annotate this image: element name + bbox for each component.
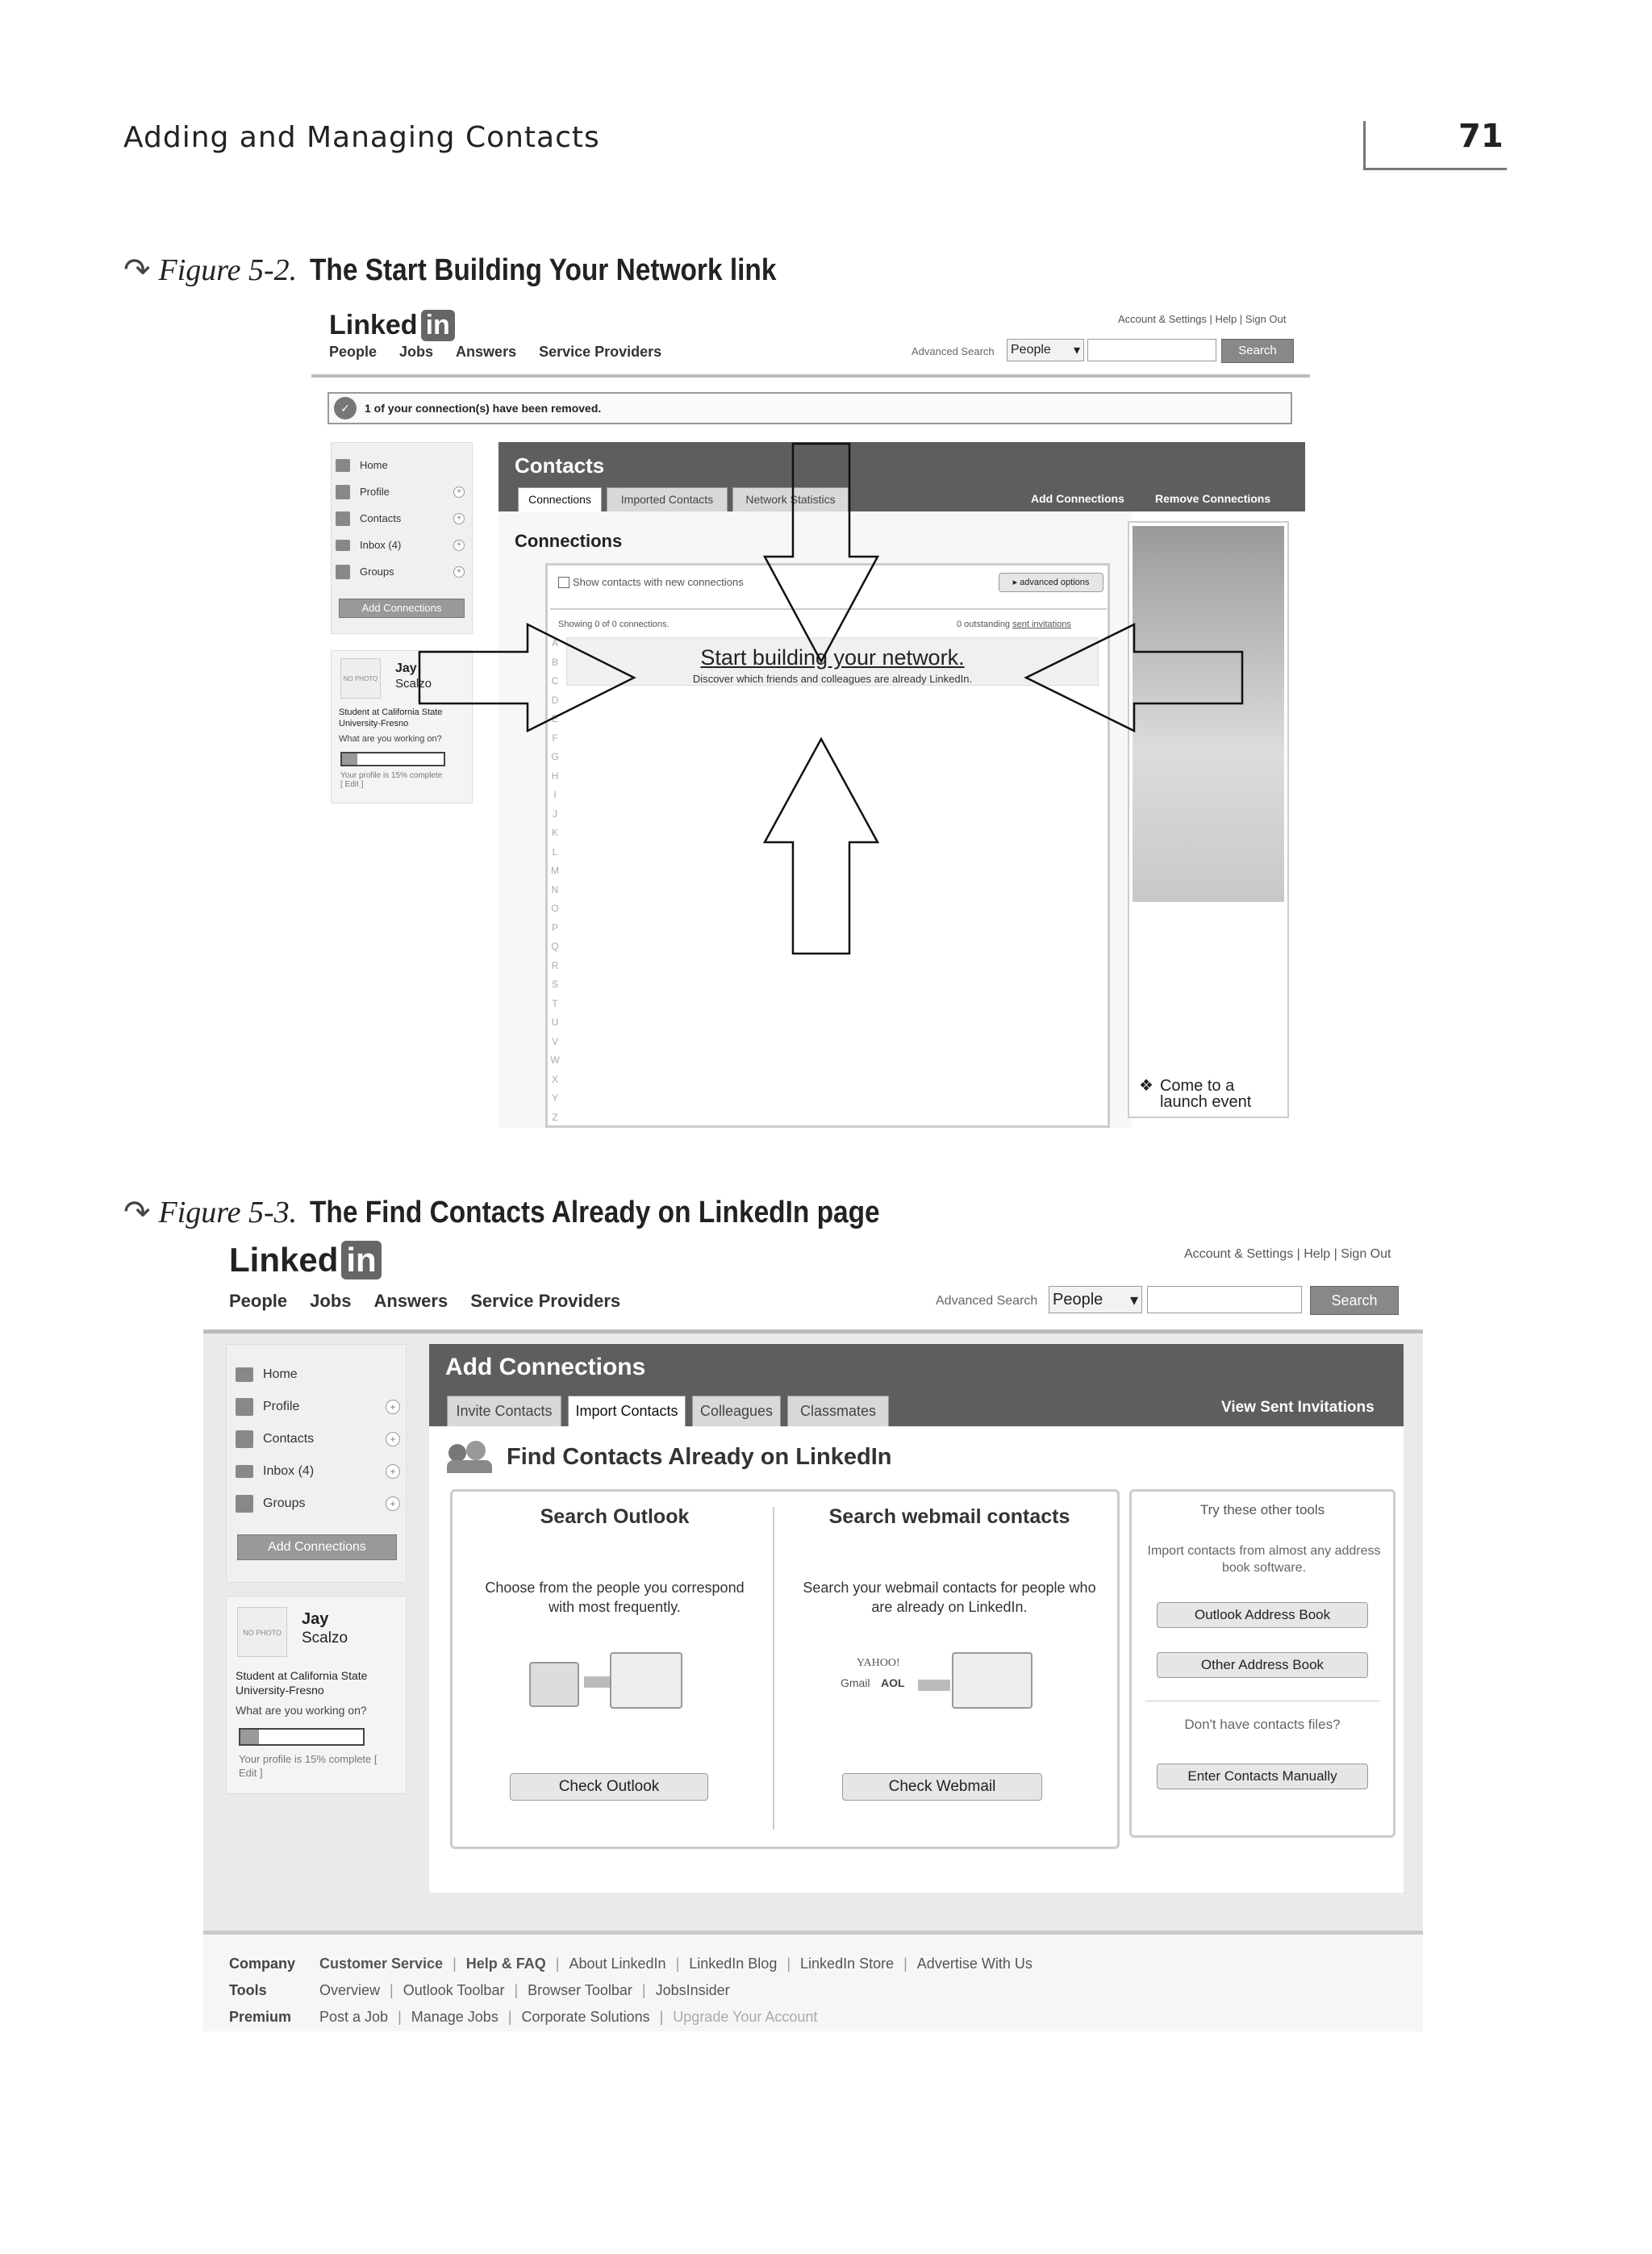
- footer-link[interactable]: Customer Service: [319, 1956, 444, 1972]
- nav-people[interactable]: People: [329, 344, 378, 360]
- search-webmail-title: Search webmail contacts: [828, 1505, 1070, 1528]
- footer-link[interactable]: Help & FAQ: [465, 1956, 546, 1972]
- discover-text: Discover which friends and colleagues are already LinkedIn.: [692, 673, 973, 685]
- footer-separator: |: [675, 1956, 680, 1972]
- nav-service-providers[interactable]: Service Providers: [539, 344, 662, 360]
- outlook-illustration: [529, 1652, 690, 1717]
- status-prompt[interactable]: What are you working on?: [236, 1704, 367, 1717]
- footer-link[interactable]: Corporate Solutions: [521, 2009, 650, 2025]
- alphabet-letter[interactable]: Y: [551, 1092, 558, 1104]
- alphabet-letter[interactable]: W: [550, 1054, 560, 1066]
- arrow-right-icon: [918, 1680, 950, 1691]
- tab-classmates[interactable]: Classmates: [787, 1396, 889, 1426]
- alphabet-letter[interactable]: G: [551, 751, 559, 762]
- user-last-name[interactable]: Scalzo: [395, 677, 432, 691]
- calendar-icon: [529, 1662, 579, 1707]
- curved-arrow-icon: ↷: [123, 253, 151, 288]
- start-building-link[interactable]: Start building your network.: [700, 645, 965, 670]
- user-first-name[interactable]: Jay: [302, 1610, 329, 1628]
- footer-link[interactable]: Upgrade Your Account: [673, 2009, 818, 2025]
- search-outlook-title: Search Outlook: [540, 1505, 690, 1528]
- add-connections-button[interactable]: Add Connections: [339, 599, 465, 618]
- header-rule: [1363, 121, 1366, 169]
- people-icon: [447, 1441, 499, 1473]
- user-last-name[interactable]: Scalzo: [302, 1630, 348, 1647]
- enter-contacts-manually-button[interactable]: Enter Contacts Manually: [1157, 1764, 1368, 1789]
- nav-jobs[interactable]: Jobs: [310, 1291, 352, 1311]
- alphabet-letter[interactable]: D: [551, 694, 559, 706]
- sidebar-item-profile[interactable]: [236, 1391, 400, 1423]
- footer-link[interactable]: LinkedIn Blog: [689, 1956, 778, 1972]
- progress-fill: [240, 1730, 259, 1744]
- sidebar-label: Contacts: [263, 1432, 315, 1446]
- outstanding-prefix: 0 outstanding: [957, 620, 1011, 629]
- aol-logo: AOL: [881, 1676, 905, 1689]
- search-type-value: People: [1011, 343, 1051, 357]
- sidebar-label: Inbox (4): [360, 539, 402, 551]
- sidebar-item-home[interactable]: [236, 1359, 400, 1391]
- top-links[interactable]: Account & Settings | Help | Sign Out: [1184, 1247, 1391, 1261]
- check-outlook-button[interactable]: Check Outlook: [510, 1773, 708, 1801]
- alphabet-letter[interactable]: O: [551, 903, 559, 914]
- sent-invitations-link[interactable]: sent invitations: [1012, 620, 1071, 629]
- other-tools-desc: Import contacts from almost any address book software.: [1147, 1544, 1381, 1575]
- main-nav: [229, 1291, 643, 1312]
- search-type-select[interactable]: [1049, 1286, 1142, 1313]
- sidebar-label: Contacts: [360, 512, 402, 524]
- curved-arrow-icon: ↷: [123, 1195, 151, 1230]
- alphabet-letter[interactable]: E: [551, 713, 558, 724]
- remove-connections-link[interactable]: Remove Connections: [1155, 492, 1271, 505]
- footer-link[interactable]: Browser Toolbar: [528, 1982, 632, 1998]
- tab-connections[interactable]: Connections: [518, 487, 602, 511]
- footer-link[interactable]: Manage Jobs: [411, 2009, 499, 2025]
- contacts-icon: [236, 1430, 253, 1448]
- add-connections-button[interactable]: Add Connections: [237, 1534, 397, 1560]
- alphabet-letter[interactable]: V: [551, 1035, 558, 1047]
- sidebar-item-inbox[interactable]: [236, 1455, 400, 1488]
- footer-separator: |: [453, 1956, 457, 1972]
- footer-link[interactable]: Advertise With Us: [916, 1956, 1032, 1972]
- alphabet-letter[interactable]: F: [552, 732, 558, 744]
- profile-completion-text[interactable]: Your profile is 15% complete [ Edit ]: [239, 1753, 378, 1779]
- expand-icon[interactable]: +: [453, 513, 465, 524]
- expand-icon[interactable]: +: [453, 566, 465, 578]
- search-webmail-desc: Search your webmail contacts for people who are already on LinkedIn.: [803, 1580, 1096, 1615]
- alphabet-letter[interactable]: I: [553, 789, 557, 800]
- avatar[interactable]: NO PHOTO: [237, 1607, 287, 1657]
- alphabet-letter[interactable]: L: [552, 845, 558, 858]
- linkedin-logo: Linked in: [229, 1241, 382, 1279]
- gmail-logo: Gmail: [841, 1676, 870, 1689]
- alphabet-letter[interactable]: R: [551, 959, 559, 971]
- nav-jobs[interactable]: Jobs: [399, 344, 434, 360]
- footer-links: [229, 1951, 1032, 2031]
- add-connections-link[interactable]: Add Connections: [1031, 492, 1124, 505]
- figure-caption-5-2: [123, 252, 841, 289]
- alphabet-letter[interactable]: H: [551, 770, 559, 782]
- alphabet-letter[interactable]: N: [551, 883, 559, 895]
- expand-icon[interactable]: +: [386, 1400, 400, 1414]
- sidebar-list: [236, 1359, 400, 1520]
- footer-link[interactable]: Post a Job: [319, 2009, 389, 2025]
- sidebar-label: Groups: [263, 1496, 306, 1510]
- arrow-right-icon: [584, 1676, 613, 1688]
- nav-answers[interactable]: Answers: [456, 344, 517, 360]
- expand-icon[interactable]: +: [453, 486, 465, 498]
- ticket-icon: ❖: [1139, 1077, 1153, 1095]
- footer-company-label: Company: [229, 1956, 296, 1972]
- figure-label: Figure 5-3.: [158, 1196, 298, 1229]
- alphabet-letter[interactable]: Q: [551, 941, 559, 952]
- contact-card-icon: [952, 1652, 1032, 1709]
- footer-premium-label: Premium: [229, 2009, 292, 2025]
- profile-icon: [236, 1398, 253, 1416]
- tab-invite-contacts[interactable]: Invite Contacts: [447, 1396, 561, 1426]
- header-rule-bottom: [1363, 168, 1507, 170]
- user-headline: Student at California State University-Fresno: [236, 1669, 368, 1697]
- other-address-book-button[interactable]: Other Address Book: [1157, 1652, 1368, 1678]
- arrow-down-icon: [765, 444, 878, 662]
- footer-separator: |: [390, 1982, 394, 1998]
- sidebar-label: Home: [263, 1367, 298, 1381]
- search-button[interactable]: Search: [1310, 1286, 1399, 1315]
- arrow-right-icon: [419, 624, 634, 731]
- search-type-value: People: [1053, 1290, 1103, 1309]
- footer-separator: |: [641, 1982, 646, 1998]
- footer-separator: |: [903, 1956, 907, 1972]
- footer-separator: |: [659, 2009, 664, 2025]
- sidebar-label: Profile: [263, 1400, 300, 1413]
- no-contacts-files-text: Don't have contacts files?: [1184, 1717, 1341, 1732]
- footer-company-row: [229, 1951, 1032, 1977]
- check-icon: ✓: [334, 397, 357, 419]
- arrow-up-icon: [765, 739, 878, 954]
- alphabet-letter[interactable]: M: [551, 865, 559, 876]
- figure-title: The Start Building Your Network link: [310, 253, 777, 287]
- arrow-left-icon: [1026, 624, 1242, 731]
- tab-import-contacts[interactable]: Import Contacts: [568, 1396, 686, 1426]
- footer-link[interactable]: Outlook Toolbar: [403, 1982, 505, 1998]
- groups-icon: [236, 1495, 253, 1513]
- sidebar-label: Home: [360, 459, 388, 471]
- running-title: Adding and Managing Contacts: [123, 121, 600, 154]
- ad-caption: Come to a launch event: [1159, 1077, 1252, 1111]
- alphabet-letter[interactable]: J: [553, 808, 557, 820]
- nav-answers[interactable]: Answers: [373, 1291, 448, 1311]
- sidebar-label: Groups: [360, 566, 394, 578]
- nav-service-providers[interactable]: Service Providers: [470, 1291, 621, 1311]
- chevron-down-icon: ▾: [1073, 344, 1080, 357]
- linkedin-logo: Linked in: [329, 310, 455, 341]
- show-new-label: Show contacts with new connections: [573, 576, 744, 588]
- footer-separator: |: [398, 2009, 402, 2025]
- find-contacts-title: Find Contacts Already on LinkedIn: [507, 1443, 892, 1470]
- sidebar-label: Inbox (4): [263, 1464, 315, 1478]
- expand-icon[interactable]: +: [386, 1432, 400, 1446]
- nav-people[interactable]: People: [229, 1291, 288, 1311]
- footer-tools-row: [229, 1977, 1032, 2004]
- page-number: 71: [1458, 118, 1504, 155]
- figure-label: Figure 5-2.: [158, 253, 298, 287]
- sidebar-item-contacts[interactable]: [236, 1423, 400, 1455]
- search-button[interactable]: Search: [1221, 339, 1294, 363]
- footer-link[interactable]: LinkedIn Store: [800, 1956, 895, 1972]
- footer-separator: |: [555, 1956, 560, 1972]
- figure-5-3-screenshot: [203, 1241, 1423, 2031]
- chevron-down-icon: ▾: [1129, 1291, 1138, 1309]
- footer-link[interactable]: About LinkedIn: [569, 1956, 666, 1972]
- tab-colleagues[interactable]: Colleagues: [692, 1396, 781, 1426]
- home-icon: [236, 1367, 253, 1382]
- advanced-search-link[interactable]: Advanced Search: [912, 345, 995, 357]
- search-input[interactable]: [1147, 1286, 1302, 1313]
- status-prompt[interactable]: What are you working on?: [339, 734, 442, 744]
- contacts-title: Contacts: [515, 453, 605, 478]
- footer-separator: |: [786, 1956, 791, 1972]
- advanced-search-link[interactable]: Advanced Search: [936, 1294, 1038, 1308]
- showing-count: Showing 0 of 0 connections.: [558, 620, 670, 629]
- alphabet-letter[interactable]: X: [551, 1073, 558, 1085]
- expand-icon[interactable]: +: [386, 1496, 400, 1511]
- alphabet-letter[interactable]: Z: [552, 1111, 558, 1123]
- footer-link[interactable]: Overview: [319, 1982, 381, 1998]
- figure-5-2-screenshot: [311, 303, 1310, 1128]
- alphabet-letter[interactable]: T: [552, 997, 558, 1009]
- profile-completion-text[interactable]: Your profile is 15% complete [ Edit ]: [340, 771, 443, 789]
- top-links[interactable]: Account & Settings | Help | Sign Out: [1118, 313, 1287, 325]
- alphabet-letter[interactable]: B: [551, 656, 558, 668]
- webmail-illustration: [841, 1652, 1066, 1717]
- avatar[interactable]: NO PHOTO: [340, 658, 381, 699]
- footer-separator: |: [514, 1982, 519, 1998]
- alphabet-letter[interactable]: A: [551, 637, 558, 649]
- alphabet-letter[interactable]: K: [551, 827, 558, 838]
- alphabet-letter[interactable]: C: [551, 675, 559, 687]
- connections-heading: Connections: [515, 531, 623, 551]
- alphabet-letter[interactable]: P: [551, 921, 558, 933]
- sidebar-item-groups[interactable]: [236, 1488, 400, 1520]
- advanced-options-label: advanced options: [1020, 578, 1090, 587]
- user-first-name[interactable]: Jay: [395, 662, 417, 675]
- column-divider: [773, 1507, 774, 1830]
- expand-icon[interactable]: +: [386, 1464, 400, 1479]
- find-contacts-heading: [447, 1441, 891, 1473]
- arrow-overlay: [311, 303, 1310, 1128]
- outlook-address-book-button[interactable]: Outlook Address Book: [1157, 1602, 1368, 1628]
- alphabet-letter[interactable]: S: [551, 979, 558, 990]
- view-sent-invitations-link[interactable]: View Sent Invitations: [1221, 1399, 1375, 1416]
- contact-card-icon: [610, 1652, 682, 1709]
- user-headline: Student at California State University-Fresno: [339, 708, 443, 728]
- triangle-icon: ▸: [1012, 578, 1020, 587]
- footer-link[interactable]: JobsInsider: [655, 1982, 730, 1998]
- figure-title: The Find Contacts Already on LinkedIn page: [310, 1195, 880, 1229]
- alphabet-letter[interactable]: U: [551, 1016, 559, 1028]
- sidebar-label: Profile: [360, 486, 390, 498]
- search-outlook-desc: Choose from the people you correspond with most frequently.: [485, 1580, 745, 1615]
- inbox-icon: [236, 1465, 253, 1478]
- profile-progress-bar: [239, 1728, 365, 1746]
- figure-caption-5-3: [123, 1194, 957, 1231]
- footer-premium-row: [229, 2004, 1032, 2031]
- tab-network-statistics[interactable]: Network Statistics: [732, 487, 849, 511]
- check-webmail-button[interactable]: Check Webmail: [842, 1773, 1042, 1801]
- notice-text: 1 of your connection(s) have been removed.: [365, 402, 602, 415]
- yahoo-logo: YAHOO!: [857, 1657, 900, 1669]
- footer-tools-label: Tools: [229, 1982, 267, 1998]
- page-title: Add Connections: [445, 1354, 646, 1380]
- footer-separator: |: [507, 2009, 512, 2025]
- expand-icon[interactable]: +: [453, 540, 465, 551]
- other-tools-title: Try these other tools: [1199, 1502, 1325, 1517]
- tab-imported-contacts[interactable]: Imported Contacts: [607, 487, 728, 511]
